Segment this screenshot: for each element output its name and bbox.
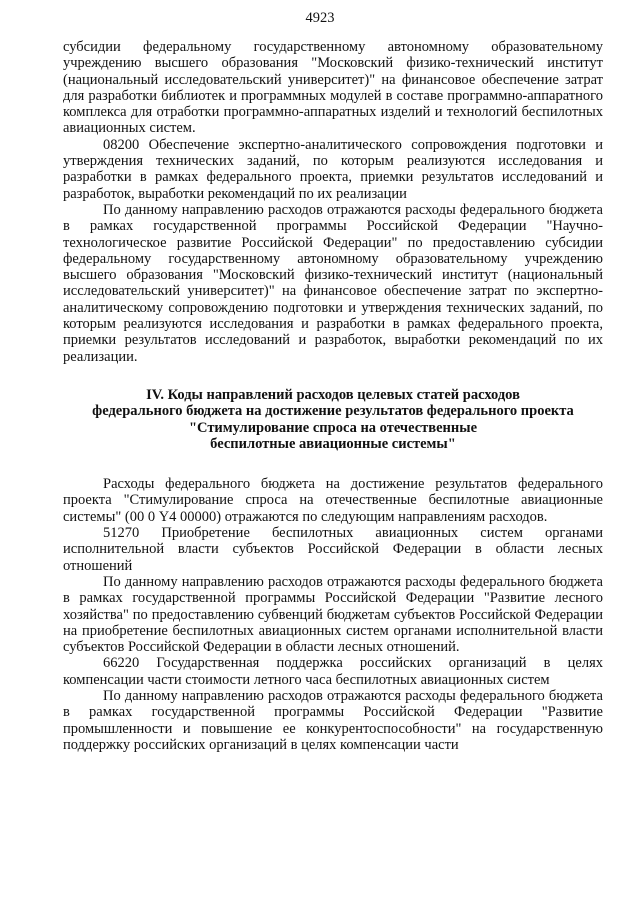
section-heading: [63, 387, 603, 452]
section-heading-line: "Стимулирование спроса на отечественные: [188, 419, 478, 436]
document-body: [63, 39, 603, 753]
page-number: 4923: [305, 10, 335, 26]
paragraph-code-66220: 66220 Государственная поддержка российских организаций в целях компенсации части стоимости летного часа беспилотных авиационных систем: [63, 655, 603, 688]
paragraph-group-top: [63, 39, 603, 365]
paragraph-code-08200: 08200 Обеспечение экспертно-аналитического сопровождения подготовки и утверждения технических заданий, по которым реализуются исследования и разработки в рамках федерального проекта, приемки результатов исследований и разработок, выработки рекомендаций по их реализации: [63, 136, 603, 202]
paragraph-66220-description: По данному направлению расходов отражаются расходы федерального бюджета в рамках государственной программы Российской Федерации "Развитие промышленности и повышение ее конкурентоспособности" на государственную поддержку российских организаций в целях компенсации части: [63, 687, 603, 753]
paragraph-51270-description: По данному направлению расходов отражаются расходы федерального бюджета в рамках государственной программы Российской Федерации "Развитие лесного хозяйства" по предоставлению субвенций бюджетам субъектов Российской Федерации на приобретение беспилотных авиационных систем органами исполнительной власти субъектов Российской Федерации в области лесных отношений.: [63, 573, 603, 656]
paragraph-08200-description: По данному направлению расходов отражаются расходы федерального бюджета в рамках государственной программы Российской Федерации "Научно-технологическое развитие Российской Федерации" по предоставлению субсидии федеральному государственному автономному образовательному учреждению высшего образования "Московский физико-технический институт (национальный исследовательский университет)" на финансовое обеспечение затрат по экспертно-аналитическому сопровождению подготовки и утверждения технических заданий, по которым реализуются исследования и разработки в рамках федерального проекта, приемки результатов исследований и разработок, выработки рекомендаций по их реализации.: [63, 201, 603, 365]
paragraph-continuation: субсидии федеральному государственному автономному образовательному учреждению высшего образования "Московский физико-технический институт (национальный исследовательский университет)" на финансовое обеспечение затрат для разработки библиотек и программных модулей в составе программно-аппаратного комплекса для отработки программно-аппаратных изделий и технологий беспилотных авиационных систем.: [63, 39, 603, 137]
section-heading-line: IV. Коды направлений расходов целевых статей расходов: [146, 386, 520, 403]
paragraph-section-intro: Расходы федерального бюджета на достижение результатов федерального проекта "Стимулирование спроса на отечественные беспилотные авиационные системы" (00 0 Y4 00000) отражаются по следующим направлениям расходов.: [63, 476, 603, 525]
paragraph-code-51270: 51270 Приобретение беспилотных авиационных систем органами исполнительной власти субъектов Российской Федерации в области лесных отношений: [63, 525, 603, 574]
paragraph-group-bottom: [63, 476, 603, 753]
section-heading-line: федерального бюджета на достижение результатов федерального проекта: [92, 403, 574, 420]
section-heading-line: беспилотные авиационные системы": [210, 435, 456, 452]
